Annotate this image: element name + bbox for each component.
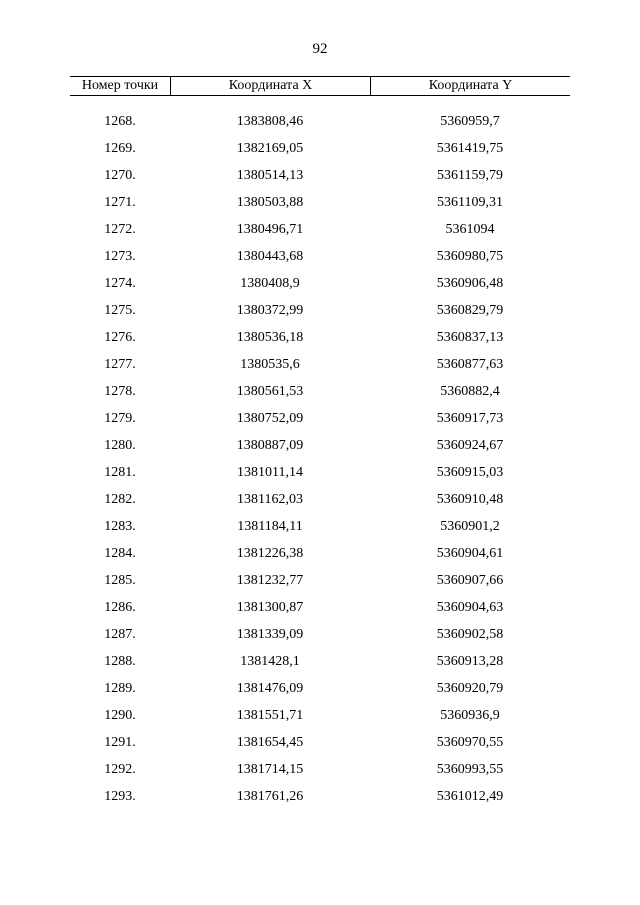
coordinate-y-cell: 5360993,55 xyxy=(436,761,504,777)
coordinate-x-cell: 1381226,38 xyxy=(236,545,304,561)
page-number: 92 xyxy=(312,41,328,57)
coordinate-y-cell: 5360980,75 xyxy=(436,248,504,264)
coordinate-x-cell: 1380514,13 xyxy=(236,167,304,183)
coordinate-x-cell: 1381232,77 xyxy=(236,572,304,588)
coordinate-x-cell: 1381476,09 xyxy=(236,680,304,696)
coordinate-x-cell: 1383808,46 xyxy=(236,113,304,129)
coordinate-y-cell: 5360882,4 xyxy=(440,383,500,399)
point-number-cell: 1292. xyxy=(104,761,136,777)
coordinate-x-cell: 1380496,71 xyxy=(236,221,304,237)
coordinate-x-cell: 1380536,18 xyxy=(236,329,304,345)
coordinate-x-cell: 1381551,71 xyxy=(236,707,304,723)
coordinate-y-cell: 5361159,79 xyxy=(437,167,503,183)
table-row xyxy=(70,783,570,810)
coordinate-x-cell: 1380561,53 xyxy=(236,383,304,399)
table-row xyxy=(70,594,570,621)
coordinate-x-cell: 1380443,68 xyxy=(236,248,304,264)
table-row xyxy=(70,729,570,756)
coordinate-y-cell: 5360915,03 xyxy=(436,464,504,480)
coordinate-y-cell: 5360910,48 xyxy=(436,491,504,507)
coordinate-y-cell: 5360906,48 xyxy=(436,275,504,291)
coordinate-y-cell: 5360924,67 xyxy=(436,437,504,453)
coordinate-y-cell: 5360904,61 xyxy=(436,545,504,561)
point-number-cell: 1293. xyxy=(104,788,136,804)
coordinate-y-cell: 5360970,55 xyxy=(436,734,504,750)
table-row xyxy=(70,459,570,486)
table-row xyxy=(70,189,570,216)
point-number-cell: 1272. xyxy=(104,221,136,237)
coordinate-y-cell: 5361094 xyxy=(445,221,495,237)
coordinate-x-cell: 1381011,14 xyxy=(237,464,303,480)
coordinate-y-cell: 5360901,2 xyxy=(440,518,500,534)
table-row xyxy=(70,702,570,729)
coordinate-x-cell: 1380408,9 xyxy=(240,275,300,291)
table-row xyxy=(70,648,570,675)
point-number-cell: 1282. xyxy=(104,491,136,507)
coordinate-x-cell: 1381761,26 xyxy=(236,788,304,804)
table-row xyxy=(70,351,570,378)
table-row xyxy=(70,621,570,648)
coordinate-y-cell: 5360959,7 xyxy=(440,113,500,129)
coordinate-y-cell: 5360907,66 xyxy=(436,572,504,588)
coordinate-x-cell: 1380503,88 xyxy=(236,194,304,210)
table-row xyxy=(70,432,570,459)
point-number-cell: 1290. xyxy=(104,707,136,723)
table-row xyxy=(70,243,570,270)
table-row xyxy=(70,135,570,162)
table-row xyxy=(70,513,570,540)
point-number-cell: 1271. xyxy=(104,194,136,210)
coordinate-x-cell: 1381654,45 xyxy=(236,734,304,750)
point-number-cell: 1279. xyxy=(104,410,136,426)
point-number-cell: 1289. xyxy=(104,680,136,696)
point-number-cell: 1284. xyxy=(104,545,136,561)
coordinates-table xyxy=(70,108,570,810)
point-number-cell: 1269. xyxy=(104,140,136,156)
header-coordinate-y: Координата Y xyxy=(428,78,513,93)
table-row xyxy=(70,162,570,189)
coordinate-x-cell: 1380752,09 xyxy=(236,410,304,426)
table-row xyxy=(70,108,570,135)
coordinate-x-cell: 1381184,11 xyxy=(237,518,303,534)
coordinate-y-cell: 5360837,13 xyxy=(436,329,504,345)
table-row xyxy=(70,486,570,513)
coordinate-y-cell: 5361419,75 xyxy=(436,140,504,156)
point-number-cell: 1287. xyxy=(104,626,136,642)
coordinate-y-cell: 5360902,58 xyxy=(436,626,504,642)
table-row xyxy=(70,405,570,432)
table-row xyxy=(70,216,570,243)
table-row xyxy=(70,297,570,324)
point-number-cell: 1280. xyxy=(104,437,136,453)
header-coordinate-x: Координата X xyxy=(171,77,371,95)
point-number-cell: 1283. xyxy=(104,518,136,534)
table-row xyxy=(70,567,570,594)
coordinate-y-cell: 5360877,63 xyxy=(436,356,504,372)
point-number-cell: 1278. xyxy=(104,383,136,399)
header-point-number: Номер точки xyxy=(70,77,171,95)
coordinate-x-cell: 1382169,05 xyxy=(236,140,304,156)
coordinate-x-cell: 1380887,09 xyxy=(236,437,304,453)
coordinate-y-cell: 5360829,79 xyxy=(436,302,504,318)
point-number-cell: 1277. xyxy=(104,356,136,372)
table-row xyxy=(70,756,570,783)
table-row xyxy=(70,270,570,297)
point-number-cell: 1275. xyxy=(104,302,136,318)
coordinate-y-cell: 5360913,28 xyxy=(436,653,504,669)
coordinate-x-cell: 1381428,1 xyxy=(240,653,300,669)
point-number-cell: 1276. xyxy=(104,329,136,345)
coordinate-y-cell: 5360917,73 xyxy=(436,410,504,426)
coordinate-y-cell: 5360904,63 xyxy=(436,599,504,615)
point-number-cell: 1274. xyxy=(104,275,136,291)
coordinate-x-cell: 1380535,6 xyxy=(240,356,300,372)
coordinate-x-cell: 1381714,15 xyxy=(236,761,304,777)
coordinate-y-cell: 5361012,49 xyxy=(436,788,504,804)
table-header xyxy=(70,76,570,96)
coordinate-y-cell: 5360920,79 xyxy=(436,680,504,696)
coordinate-y-cell: 5360936,9 xyxy=(440,707,500,723)
point-number-cell: 1288. xyxy=(104,653,136,669)
coordinate-x-cell: 1380372,99 xyxy=(236,302,304,318)
point-number-cell: 1281. xyxy=(104,464,136,480)
point-number-cell: 1285. xyxy=(104,572,136,588)
coordinate-x-cell: 1381339,09 xyxy=(236,626,304,642)
table-row xyxy=(70,324,570,351)
point-number-cell: 1291. xyxy=(104,734,136,750)
point-number-cell: 1270. xyxy=(104,167,136,183)
coordinate-y-cell: 5361109,31 xyxy=(437,194,503,210)
table-row xyxy=(70,675,570,702)
point-number-cell: 1286. xyxy=(104,599,136,615)
table-row xyxy=(70,540,570,567)
point-number-cell: 1268. xyxy=(104,113,136,129)
table-row xyxy=(70,378,570,405)
point-number-cell: 1273. xyxy=(104,248,136,264)
coordinate-x-cell: 1381162,03 xyxy=(237,491,303,507)
coordinate-x-cell: 1381300,87 xyxy=(236,599,304,615)
